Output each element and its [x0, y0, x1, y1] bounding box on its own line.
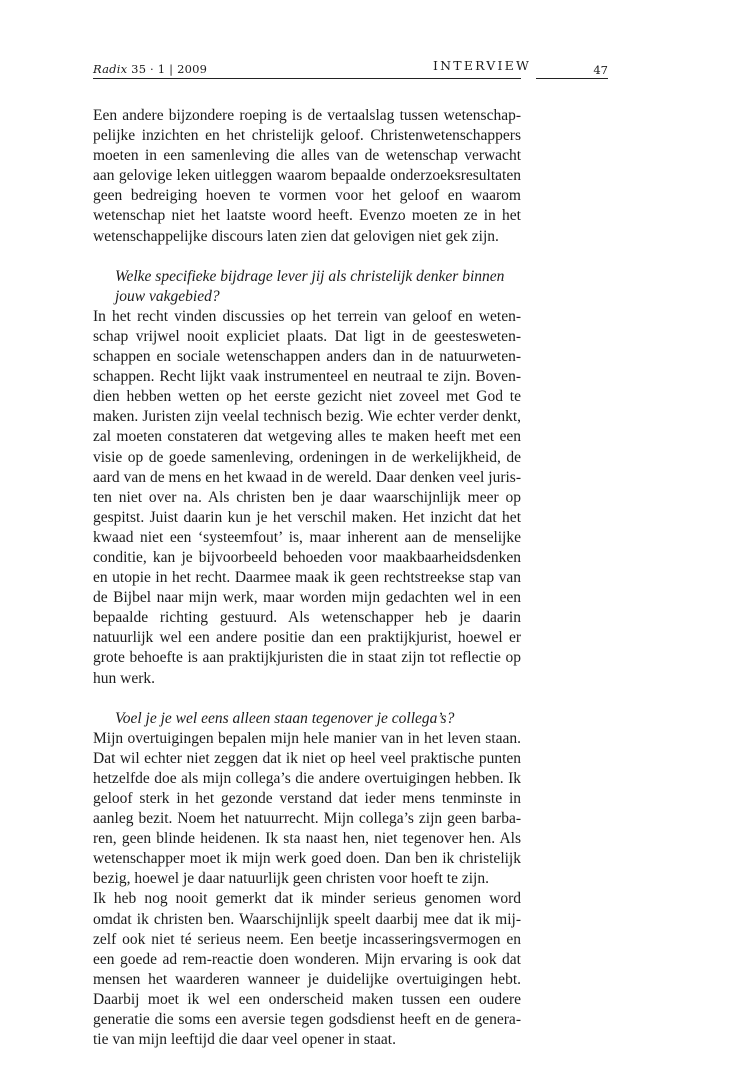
section-title: INTERVIEW [433, 58, 532, 73]
journal-citation [93, 62, 207, 76]
header-rule-right [536, 78, 608, 79]
interview-answer-2a: Mijn overtuigingen bepalen mijn hele manier van in het leven staan. Dat wil echter niet zeggen dat ik niet op heel veel praktische punten hetzelfde doe als mijn collega’s die andere overtuigingen hebben. Ik geloof sterk in het gezonde verstand dat ieder mens tenminste in aanleg bezit. Noem het natuurrecht. Mijn collega’s zijn geen barbaren, geen blinde heidenen. Ik sta naast hen, niet tegenover hen. Als wetenschapper moet ik mijn werk goed doen. Dan ben ik christelijk bezig, hoewel je daar natuurlijk geen christen voor hoeft te zijn. [93, 729, 521, 888]
interview-answer-2b: Ik heb nog nooit gemerkt dat ik minder serieus genomen word omdat ik christen ben. Waarschijnlijk speelt daarbij mee dat ik mijzelf ook niet té serieus neem. Een beetje incasseringsvermogen en een goede ad rem-reactie doen wonderen. Mijn ervaring is ook dat mensen het waarderen wanneer je duidelijke overtuigingen hebt. Daarbij moet ik wel een onderscheid maken tussen een oudere generatie die soms een aversie tegen godsdienst heeft en de generatie van mijn leeftijd die daar veel opener in staat. [93, 890, 521, 1049]
journal-name: Radix [93, 62, 128, 76]
paragraph-spacer [93, 689, 521, 709]
interview-question-1: Welke specifieke bijdrage lever jij als christelijk denker binnen jouw vakgebied? [115, 267, 505, 305]
header-rule-left [93, 78, 521, 79]
interview-question-2: Voel je je wel eens alleen staan tegenover je collega’s? [115, 709, 455, 727]
article-body [93, 106, 521, 1050]
paragraph-spacer [93, 247, 521, 267]
paragraph-intro: Een andere bijzondere roeping is de vertaalslag tussen wetenschappelijke inzichten en het christelijk geloof. Christenwetenschappers moeten in een samenleving die alles van de wetenschap verwacht aan gelovige leken uitleggen waarom bepaalde onderzoeksresultaten geen bedreiging hoeven te vormen voor het geloof en waarom wetenschap niet het laatste woord heeft. Evenzo moeten ze in het wetenschappelijke discours laten zien dat gelovigen niet gek zijn. [93, 107, 521, 245]
journal-issue: 35 · 1 | 2009 [131, 62, 208, 76]
running-header [93, 60, 608, 80]
interview-answer-1: In het recht vinden discussies op het terrein van geloof en wetenschap vrijwel nooit expliciet plaats. Dat ligt in de geesteswetenschappen en sociale wetenschappen anders dan in de natuurwetenschappen. Recht lijkt vaak instrumenteel en neutraal te zijn. Bovendien hebben wetten op het eerste gezicht niet zoveel met God te maken. Juristen zijn veelal technisch bezig. Wie echter verder denkt, zal moeten constateren dat wetgeving alles te maken heeft met een visie op de goede samenleving, ordeningen in de werkelijkheid, de aard van de mens en het kwaad in de wereld. Daar denken veel juristen niet over na. Als christen ben je daar waarschijnlijk meer op gespitst. Juist daarin kun je het verschil maken. Het inzicht dat het kwaad niet een ‘systeemfout’ is, maar inherent aan de menselijke conditie, kan je bijvoorbeeld behoeden voor maakbaarheidsdenken en utopie in het recht. Daarmee maak ik geen rechtstreekse stap van de Bijbel naar mijn werk, maar worden mijn gedachten wel in een bepaalde richting gestuurd. Als wetenschapper heb je daarin natuurlijk wel een andere positie dan een praktijkjurist, hoewel er grote behoefte is aan praktijkjuristen die in staat zijn tot reflectie op hun werk. [93, 307, 521, 687]
page-number: 47 [593, 63, 608, 77]
